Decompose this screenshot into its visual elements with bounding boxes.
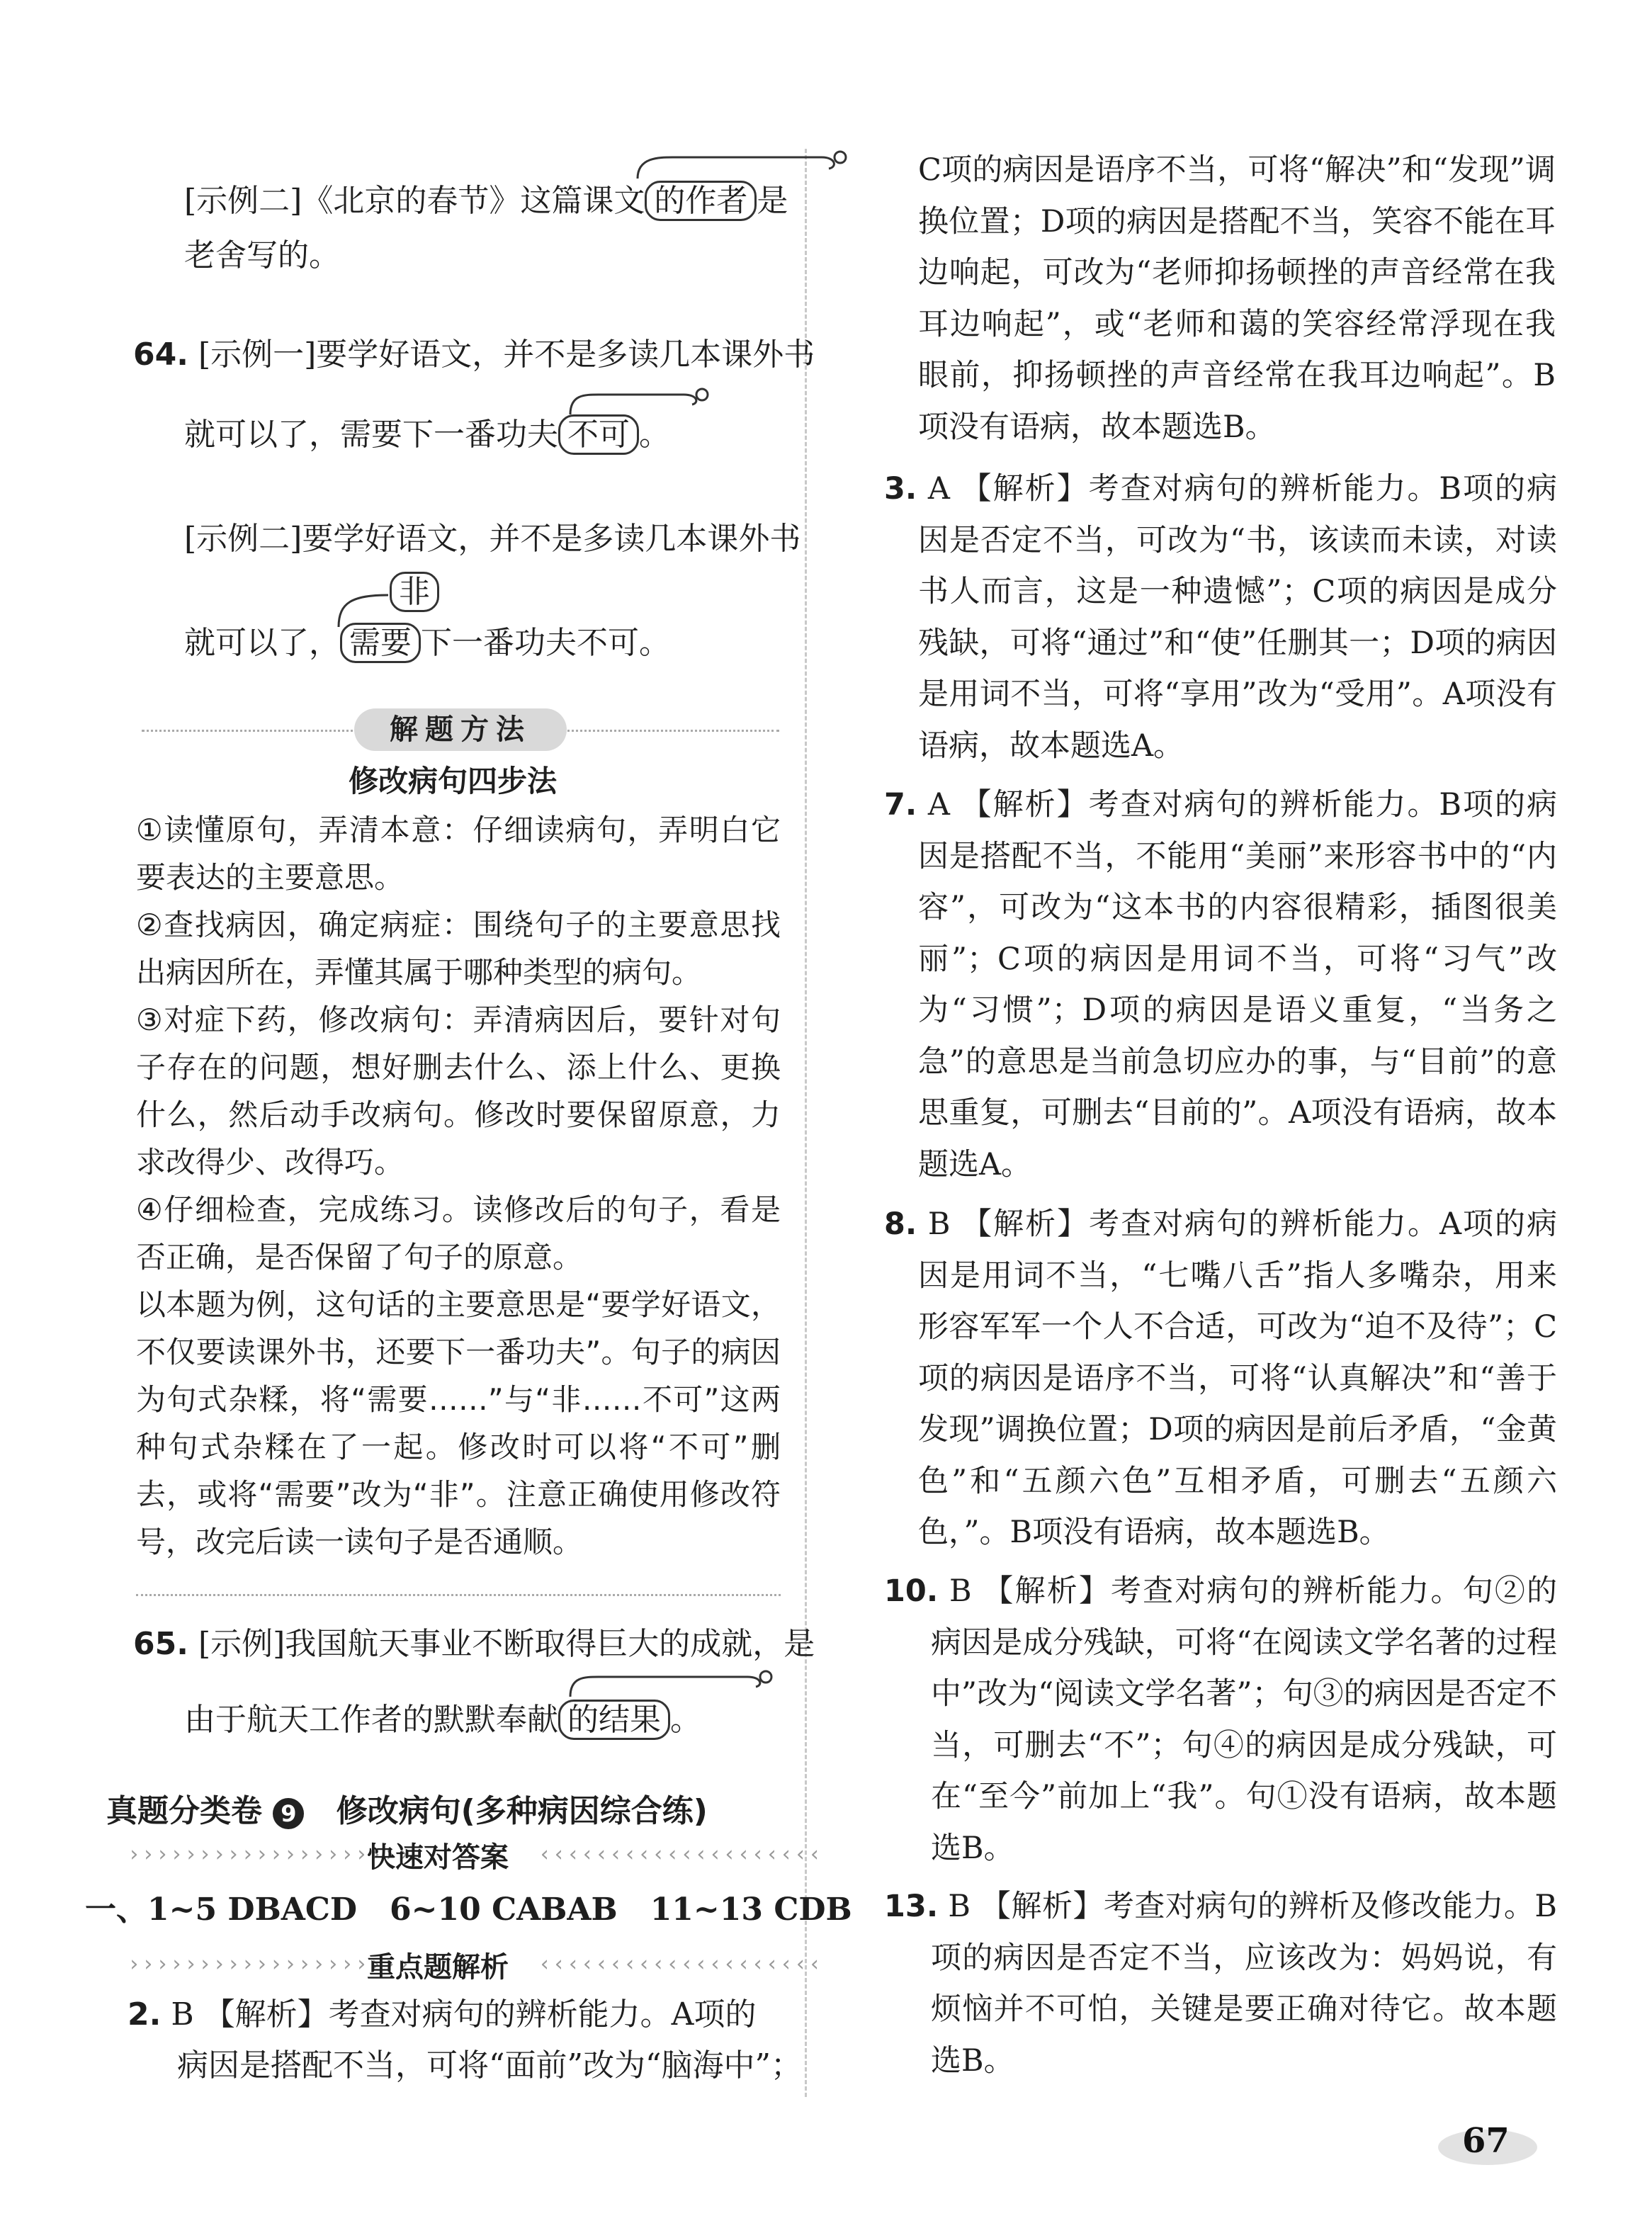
insert-mark: 的作者 <box>645 181 757 221</box>
method-body <box>136 806 781 1566</box>
q2-continuation: C项的病因是语序不当，可将“解决”和“发现”调换位置；D项的病因是搭配不当，笑容不能在耳边响起，可改为“老师抑扬顿挫的声音经常在我耳边响起”，或“老师和蔼的笑容经常浮现在我眼前，抑扬顿挫的声音经常在我耳边响起”。B项没有语病，故本题选B。 <box>918 152 1556 445</box>
method-bottom-rule <box>136 1594 781 1596</box>
column-divider <box>805 149 807 2097</box>
item-3: 3. A 【解析】考查对病句的辨析能力。B项的病因是否定不当，可改为“书，该读而未读，对读书人而言，这是一种遗憾”；C项的病因是成分残缺，可将“通过”和“使”任删其一；D项的病因是用词不当，可将“享用”改为“受用”。A项没有语病，故本题选A。 <box>884 471 1557 764</box>
delete-arrow-icon <box>563 386 719 418</box>
item-13: 13. B 【解析】考查对病句的辨析及修改能力。B项的病因是否定不当，应该改为：妈妈说，有烦恼并不可怕，关键是要正确对待它。故本题选B。 <box>884 1889 1557 2079</box>
insert-arrow-icon <box>630 147 857 183</box>
method-example: 以本题为例，这句话的主要意思是“要学好语文，不仅要读课外书，还要下一番功夫”。句子的病因为句式杂糅，将“需要……”与“非……不可”这两种句式杂糅在了一起。修改时可以将“不可”删去，或将“需要”改为“非”。注意正确使用修改符号，改完后读一读句子是否通顺。 <box>136 1287 781 1559</box>
chevron-left-icon: ‹‹‹‹‹‹‹‹‹‹‹‹‹‹‹‹‹‹‹‹ <box>538 1952 823 1977</box>
chevron-right-icon: ›››››››››››››››››››› <box>128 1952 412 1977</box>
method-subtitle: 修改病句四步法 <box>349 764 558 798</box>
replace-word: 非 <box>390 567 439 618</box>
insert-arrow-icon-2 <box>563 1668 790 1700</box>
q65-line1: 65. [示例]我国航天事业不断取得巨大的成就，是 <box>133 1626 815 1662</box>
ex2-line2: 老舍写的。 <box>184 237 340 273</box>
method-title: 解题方法 <box>354 708 567 751</box>
q2-line2: 病因是搭配不当，可将“面前”改为“脑海中”； <box>177 2047 802 2084</box>
answers-line: 一、1~5 DBACD 6~10 CABAB 11~13 CDB <box>85 1892 852 1928</box>
method-step-2: ②查找病因，确定病症：围绕句子的主要意思找出病因所在，弄懂其属于哪种类型的病句。 <box>136 908 781 990</box>
method-header <box>142 708 779 751</box>
section-badge: 9 <box>273 1798 304 1829</box>
item-10: 10. B 【解析】考查对病句的辨析能力。句②的病因是成分残缺，可将“在阅读文学名著的过程中”改为“阅读文学名著”；句③的病因是否定不当，可删去“不”；句④的病因是成分残缺，可在“至今”前加上“我”。句①没有语病，故本题选B。 <box>884 1573 1557 1866</box>
chevron-left-icon: ‹‹‹‹‹‹‹‹‹‹‹‹‹‹‹‹‹‹‹‹ <box>538 1842 823 1867</box>
q64-line2: 就可以了，需要下一番功夫 不可 。 <box>184 409 670 460</box>
method-step-1: ①读懂原句，弄清本意：仔细读病句，弄明白它要表达的主要意思。 <box>136 813 781 895</box>
section-title: 真题分类卷 9 修改病句(多种病因综合练) <box>106 1793 708 1829</box>
q64-ex2-line2: 就可以了， 需要 下一番功夫不可。 <box>184 618 670 669</box>
ex2-line1: [示例二]《北京的春节》这篇课文 的作者 是 <box>184 176 788 227</box>
page-number: 67 <box>1438 2118 1537 2175</box>
q64-line1: 64. [示例一]要学好语文，并不是多读几本课外书 <box>133 337 815 373</box>
method-step-4: ④仔细检查，完成练习。读修改后的句子，看是否正确，是否保留了句子的原意。 <box>136 1192 781 1274</box>
item-8: 8. B 【解析】考查对病句的辨析能力。A项的病因是用词不当，“七嘴八舌”指人多嘴杂，用来形容军军一个人不合适，可改为“迫不及待”；C项的病因是语序不当，可将“认真解决”和“善于发现”调换位置；D项的病因是前后矛盾，“金黄色”和“五颜六色”互相矛盾，可删去“五颜六色，”。B项没有语病，故本题选B。 <box>884 1206 1557 1550</box>
key-analysis-bar: ›››››››››››››››››››› 重点题解析 ‹‹‹‹‹‹‹‹‹‹‹‹‹‹‹‹‹‹‹‹ <box>128 1951 823 1984</box>
delete-mark: 不可 <box>558 414 639 455</box>
method-step-3: ③对症下药，修改病句：弄清病因后，要针对句子存在的问题，想好删去什么、添上什么、更换什么，然后动手改病句。修改时要保留原意，力求改得少、改得巧。 <box>136 1002 781 1180</box>
chevron-right-icon: ›››››››››››››››››››› <box>128 1842 412 1867</box>
q64-ex2-line1: [示例二]要学好语文，并不是多读几本课外书 <box>184 521 801 557</box>
q65-line2: 由于航天工作者的默默奉献 的结果 。 <box>184 1695 701 1746</box>
item-7: 7. A 【解析】考查对病句的辨析能力。B项的病因是搭配不当，不能用“美丽”来形容书中的“内容”，可改为“这本书的内容很精彩，插图很美丽”；C项的病因是用词不当，可将“习气”改为“习惯”；D项的病因是语义重复，“当务之急”的意思是当前急切应办的事，与“目前”的意思重复，可删去“目前的”。A项没有语病，故本题选A。 <box>884 787 1557 1182</box>
quick-answer-bar: ›››››››››››››››››››› 快速对答案 ‹‹‹‹‹‹‹‹‹‹‹‹‹‹‹‹‹‹‹‹ <box>128 1841 823 1874</box>
q2-head: 2. B 【解析】考查对病句的辨析能力。A项的 <box>128 1996 757 2033</box>
